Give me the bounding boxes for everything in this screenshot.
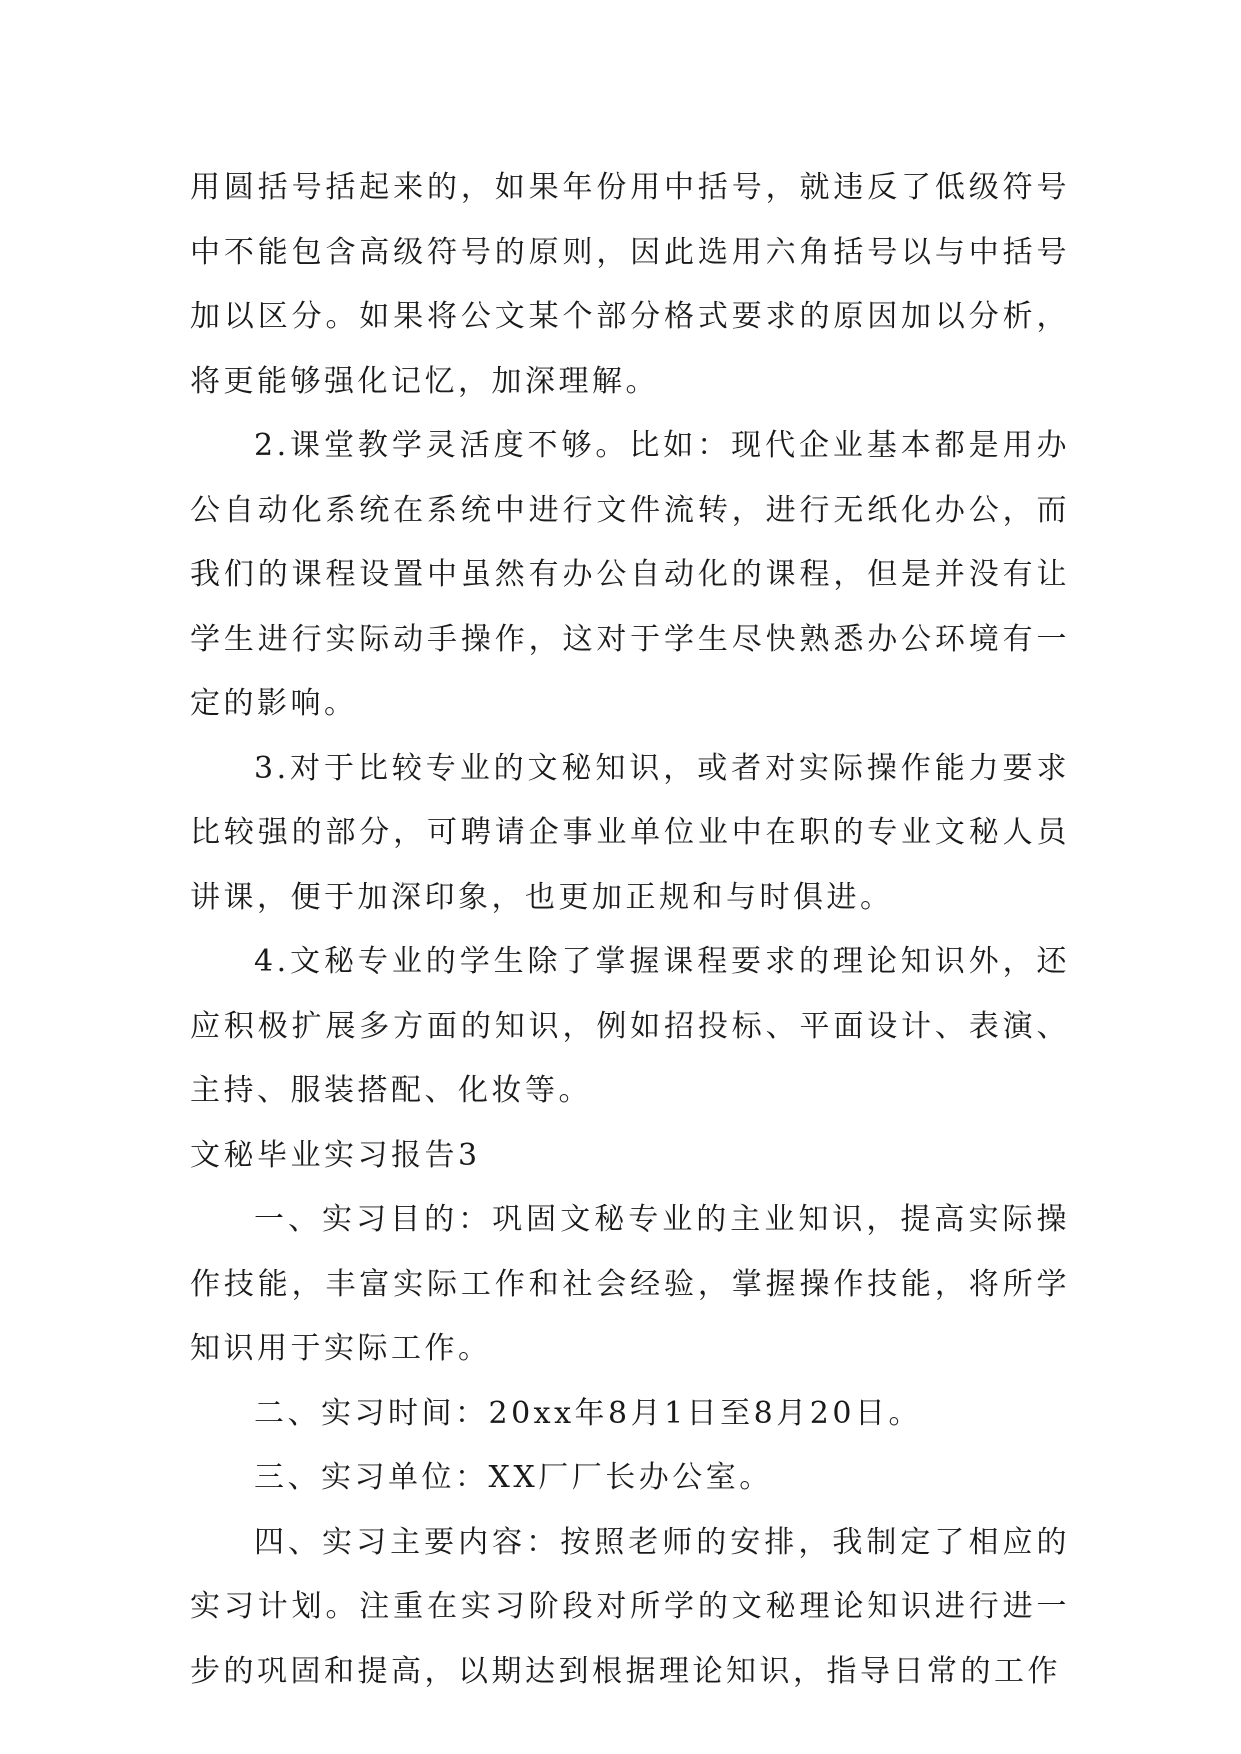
paragraph-purpose: 一、实习目的：巩固文秘专业的主业知识，提高实际操作技能，丰富实际工作和社会经验，掌握操作技能，将所学知识用于实际工作。 (190, 1202, 1070, 1366)
document-body (190, 156, 1070, 1704)
paragraph-point-4: 4.文秘专业的学生除了掌握课程要求的理论知识外，还应积极扩展多方面的知识，例如招投标、平面设计、表演、主持、服装搭配、化妆等。 (190, 944, 1070, 1108)
paragraph-continuation: 用圆括号括起来的，如果年份用中括号，就违反了低级符号中不能包含高级符号的原则，因此选用六角括号以与中括号加以区分。如果将公文某个部分格式要求的原因加以分析，将更能够强化记忆，加深理解。 (190, 170, 1070, 399)
paragraph-time: 二、实习时间：20xx年8月1日至8月20日。 (254, 1395, 922, 1431)
paragraph-content: 四、实习主要内容：按照老师的安排，我制定了相应的实习计划。注重在实习阶段对所学的文秘理论知识进行进一步的巩固和提高，以期达到根据理论知识，指导日常的工作 (190, 1524, 1070, 1689)
paragraph-point-2: 2.课堂教学灵活度不够。比如：现代企业基本都是用办公自动化系统在系统中进行文件流转，进行无纸化办公，而我们的课程设置中虽然有办公自动化的课程，但是并没有让学生进行实际动手操作，这对于学生尽快熟悉办公环境有一定的影响。 (190, 428, 1070, 721)
paragraph-point-3: 3.对于比较专业的文秘知识，或者对实际操作能力要求比较强的部分，可聘请企事业单位业中在职的专业文秘人员讲课，便于加深印象，也更加正规和与时俱进。 (190, 750, 1070, 915)
paragraph-unit: 三、实习单位：XX厂厂长办公室。 (254, 1460, 773, 1495)
section-title: 文秘毕业实习报告3 (190, 1137, 481, 1173)
